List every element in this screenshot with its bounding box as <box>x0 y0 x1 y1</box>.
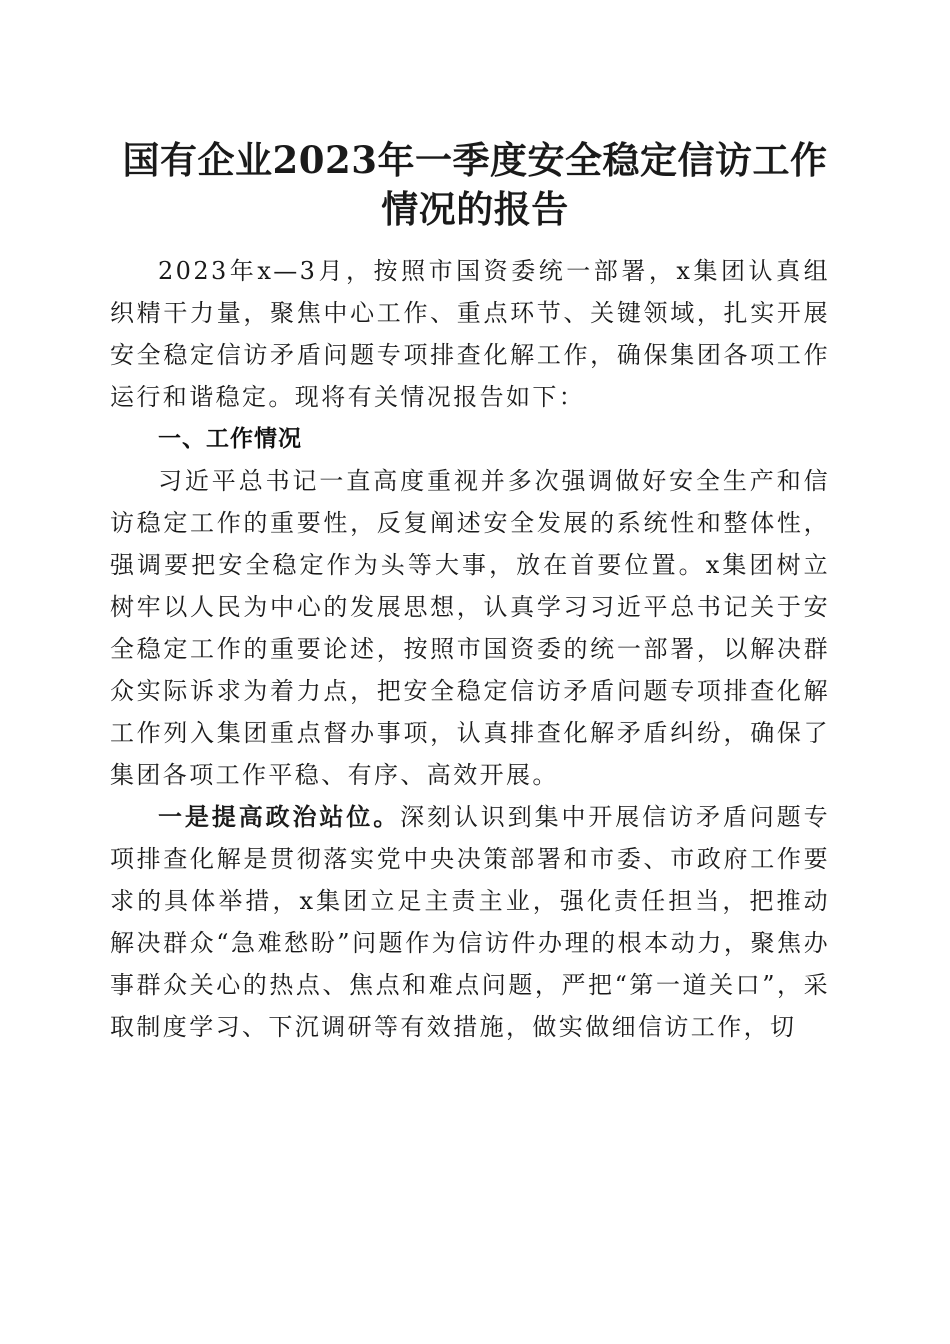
intro-paragraph: 2023年x—3月，按照市国资委统一部署，x集团认真组织精干力量，聚焦中心工作、重点环节、关键领域，扎实开展安全稳定信访矛盾问题专项排查化解工作，确保集团各项工作运行和谐稳定。现将有关情况报告如下： <box>110 257 830 411</box>
paragraph-body-text: 深刻认识到集中开展信访矛盾问题专项排查化解是贯彻落实党中央决策部署和市委、市政府工作要求的具体举措，x集团立足主责主业，强化责任担当，把推动解决群众“急难愁盼”问题作为信访件办理的根本动力，聚焦办事群众关心的热点、焦点和难点问题，严把“第一道关口”，采取制度学习、下沉调研等有效措施，做实做细信访工作，切 <box>110 803 830 1041</box>
paragraph-lead-phrase: 一是提高政治站位。 <box>158 802 401 831</box>
political-standing-paragraph <box>110 796 830 1048</box>
work-status-paragraph: 习近平总书记一直高度重视并多次强调做好安全生产和信访稳定工作的重要性，反复阐述安全发展的系统性和整体性，强调要把安全稳定作为头等大事，放在首要位置。x集团树立树牢以人民为中心的发展思想，认真学习习近平总书记关于安全稳定工作的重要论述，按照市国资委的统一部署，以解决群众实际诉求为着力点，把安全稳定信访矛盾问题专项排查化解工作列入集团重点督办事项，认真排查化解矛盾纠纷，确保了集团各项工作平稳、有序、高效开展。 <box>110 467 830 789</box>
document-body <box>110 250 830 1048</box>
document-title: 国有企业2023年一季度安全稳定信访工作情况的报告 <box>122 138 828 231</box>
section-heading-work-status: 一、工作情况 <box>158 426 302 452</box>
